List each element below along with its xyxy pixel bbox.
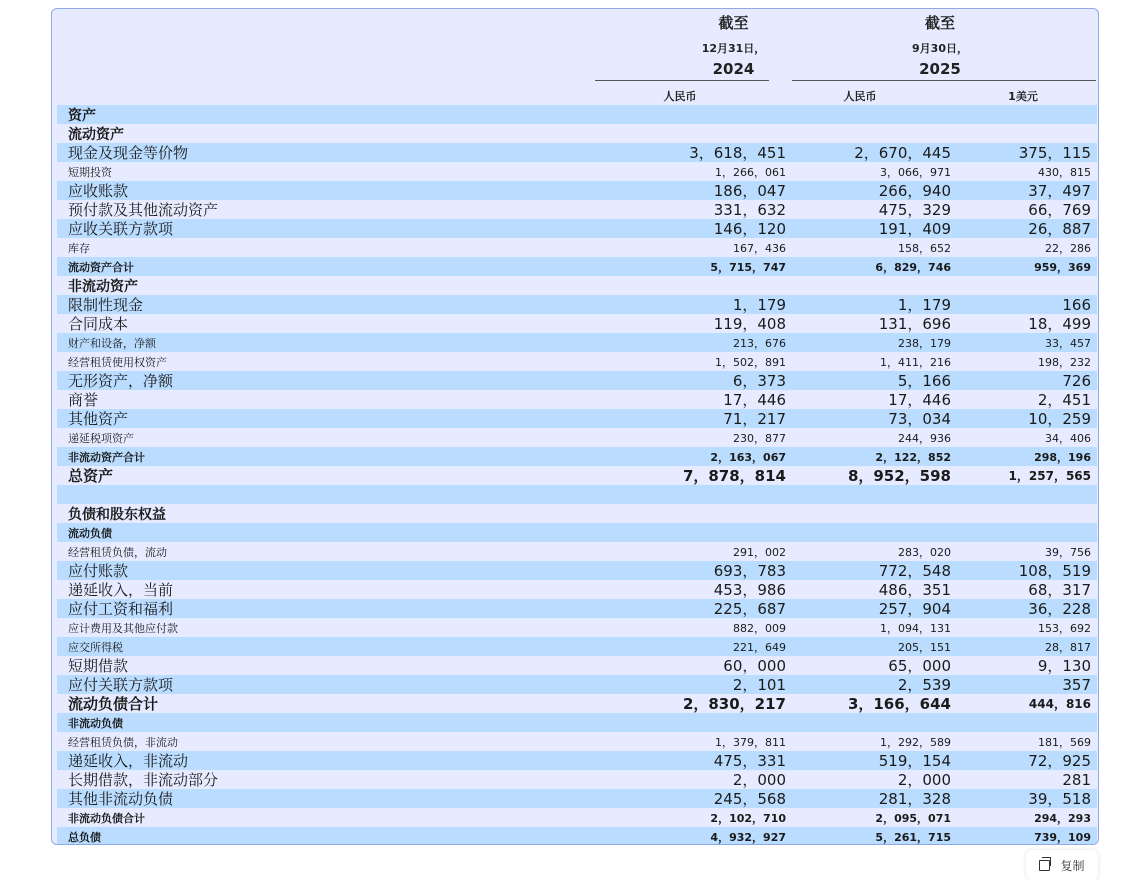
row-label: 总负债 [68,830,101,844]
row-value-col3: 72，925 [1028,752,1091,770]
row-value-col2: 2，122，852 [875,450,951,464]
row-value-col1: 1，379，811 [715,735,786,749]
row-value-col3: 39，518 [1028,790,1091,808]
row-label: 递延收入，当前 [68,581,174,599]
row-value-col2: 2，000 [897,771,951,789]
row-value-col1: 6，373 [732,372,786,390]
row-value-col1: 221，649 [733,640,786,654]
row-value-col1: 186，047 [713,182,786,200]
row-label: 商誉 [68,391,99,409]
table-row [57,599,1097,618]
table-row [57,143,1097,162]
row-label: 应交所得税 [68,640,123,654]
table-row [57,162,1097,181]
row-value-col2: 2，095，071 [875,811,951,825]
col1-header-date: 12月31日， [701,42,766,55]
row-value-col3: 1，257，565 [1008,469,1091,483]
row-value-col1: 2，102，710 [710,811,786,825]
col2-header-asof: 截至 [924,14,955,32]
row-value-col3: 444，816 [1028,697,1091,711]
row-value-col2: 65，000 [888,657,951,675]
table-row [57,257,1097,276]
row-value-col3: 22，286 [1045,241,1091,255]
row-value-col2: 5，261，715 [875,830,951,844]
table-row [57,789,1097,808]
row-label: 递延收入，非流动 [68,752,189,770]
row-value-col2: 266，940 [878,182,951,200]
row-value-col3: 28，817 [1045,640,1091,654]
row-value-col3: 198，232 [1038,355,1091,369]
row-value-col3: 18，499 [1028,315,1091,333]
row-value-col2: 1，179 [897,296,951,314]
table-row [57,238,1097,257]
table-row [57,504,1097,523]
row-value-col2: 8，952，598 [847,467,951,485]
table-row [57,390,1097,409]
row-label: 应付账款 [68,562,129,580]
row-label: 经营租赁负债，流动 [68,545,167,559]
row-value-col3: 166 [1062,295,1091,314]
table-row [57,542,1097,561]
table-row [57,637,1097,656]
table-row [57,751,1097,770]
row-value-col1: 5，715，747 [710,260,786,274]
row-value-col1: 1，266，061 [715,165,786,179]
row-label: 其他资产 [68,410,129,428]
row-value-col2: 257，904 [878,600,951,618]
row-value-col2: 2，539 [897,676,951,694]
row-value-col1: 291，002 [733,545,786,559]
row-label: 现金及现金等价物 [68,144,189,162]
table-row [57,770,1097,789]
row-value-col3: 181，569 [1038,735,1091,749]
table-row [57,428,1097,447]
row-value-col3: 66，769 [1028,201,1091,219]
row-value-col2: 772，548 [878,562,951,580]
col3-currency: 1美元 [1008,90,1038,103]
row-value-col1: 230，877 [733,431,786,445]
row-value-col1: 1，502，891 [715,355,786,369]
row-value-col2: 1，292，589 [880,735,951,749]
table-row [57,618,1097,637]
row-label: 应付工资和福利 [68,600,174,618]
row-label: 合同成本 [68,315,129,333]
copy-button[interactable] [1026,850,1098,880]
row-value-col1: 1，179 [732,296,786,314]
balance-sheet-table [51,8,1099,845]
col2-header-date: 9月30日， [912,42,968,55]
table-row [57,333,1097,352]
row-label: 递延税项资产 [68,431,134,445]
row-label: 短期借款 [68,657,129,675]
row-value-col1: 245，568 [713,790,786,808]
row-label: 无形资产，净额 [68,372,174,390]
table-row [57,314,1097,333]
row-value-col3: 26，887 [1028,220,1091,238]
row-label: 总资产 [68,467,114,485]
row-value-col1: 2，163，067 [710,450,786,464]
table-row [57,200,1097,219]
table-row [57,675,1097,694]
row-label: 预付款及其他流动资产 [68,201,219,219]
row-value-col3: 375，115 [1018,144,1091,162]
row-label: 资产 [68,107,96,124]
row-value-col1: 213，676 [733,336,786,350]
row-label: 经营租赁负债，非流动 [68,735,178,749]
table-row [57,827,1097,845]
row-value-col1: 475，331 [713,752,786,770]
row-value-col3: 294，293 [1034,811,1091,825]
row-value-col1: 2，101 [732,676,786,694]
row-label: 非流动资产 [68,278,138,295]
row-value-col3: 108，519 [1018,562,1091,580]
row-label: 限制性现金 [68,296,144,314]
row-label: 应计费用及其他应付款 [68,621,178,635]
copy-icon [1039,860,1050,871]
row-value-col3: 959，369 [1034,260,1091,274]
row-label: 流动负债 [68,526,112,540]
table-row [57,105,1097,124]
row-value-col1: 4，932，927 [710,830,786,844]
row-value-col1: 453，986 [713,581,786,599]
row-label: 非流动负债 [68,716,123,730]
row-value-col3: 37，497 [1028,182,1091,200]
row-value-col1: 2，830，217 [682,695,786,713]
row-label: 流动负债合计 [68,695,159,713]
row-value-col1: 71，217 [723,410,786,428]
col2-currency: 人民币 [843,90,877,103]
row-value-col2: 519，154 [878,752,951,770]
row-value-col3: 34，406 [1045,431,1091,445]
row-value-col1: 119，408 [713,315,786,333]
row-value-col1: 882，009 [733,621,786,635]
row-value-col2: 205，151 [898,640,951,654]
row-value-col3: 298，196 [1034,450,1091,464]
row-label: 非流动资产合计 [68,450,145,464]
table-row [57,580,1097,599]
table-row [57,124,1097,143]
table-row [57,656,1097,675]
col1-header-asof: 截至 [718,14,749,32]
table-row [57,485,1097,504]
row-value-col2: 131，696 [878,315,951,333]
row-label: 库存 [68,241,90,255]
table-row [57,523,1097,542]
row-value-col2: 158，652 [898,241,951,255]
row-value-col3: 281 [1062,770,1091,789]
row-value-col1: 3，618，451 [689,144,786,162]
row-label: 流动资产合计 [68,260,134,274]
row-value-col2: 191，409 [878,220,951,238]
row-value-col2: 6，829，746 [875,260,951,274]
table-header [52,9,1098,105]
row-label: 短期投资 [68,165,112,179]
row-label: 其他非流动负债 [68,790,174,808]
row-value-col3: 430，815 [1038,165,1091,179]
row-value-col2: 1，411，216 [880,355,951,369]
col2-header-rule [792,80,1096,81]
row-value-col2: 486，351 [878,581,951,599]
row-value-col1: 7，878，814 [682,467,786,485]
row-value-col2: 5，166 [897,372,951,390]
row-value-col1: 331，632 [713,201,786,219]
table-row [57,694,1097,713]
row-label: 应付关联方款项 [68,676,174,694]
row-label: 财产和设备，净额 [68,336,156,350]
row-value-col3: 9，130 [1037,657,1091,675]
row-value-col2: 283，020 [898,545,951,559]
table-row [57,732,1097,751]
col1-header-year: 2024 [712,60,755,78]
row-value-col2: 281，328 [878,790,951,808]
copy-label: 复制 [1060,858,1085,873]
row-value-col3: 153，692 [1038,621,1091,635]
row-value-col1: 693，783 [713,562,786,580]
row-value-col2: 238，179 [898,336,951,350]
row-value-col3: 36，228 [1028,600,1091,618]
row-value-col2: 2，670，445 [854,144,951,162]
row-value-col3: 2，451 [1037,391,1091,409]
table-row [57,295,1097,314]
row-value-col2: 244，936 [898,431,951,445]
row-value-col2: 73，034 [888,410,951,428]
row-value-col1: 60，000 [723,657,786,675]
row-value-col1: 17，446 [723,391,786,409]
row-value-col3: 10，259 [1028,410,1091,428]
col1-currency: 人民币 [663,90,697,103]
table-row [57,409,1097,428]
table-row [57,352,1097,371]
row-label: 长期借款，非流动部分 [68,771,219,789]
row-label: 应收账款 [68,182,129,200]
row-value-col2: 3，066，971 [880,165,951,179]
table-body [57,105,1097,845]
table-row [57,276,1097,295]
col1-header-rule [595,80,769,81]
row-value-col1: 146，120 [713,220,786,238]
table-row [57,808,1097,827]
col2-header-year: 2025 [919,60,961,78]
row-value-col3: 739，109 [1034,830,1091,844]
table-row [57,371,1097,390]
table-row [57,713,1097,732]
row-value-col2: 475，329 [878,201,951,219]
row-value-col1: 167，436 [733,241,786,255]
row-label: 负债和股东权益 [68,506,166,523]
table-row [57,181,1097,200]
row-value-col2: 3，166，644 [847,695,951,713]
table-row [57,447,1097,466]
row-label: 流动资产 [68,126,124,143]
row-value-col1: 2，000 [732,771,786,789]
table-row [57,561,1097,580]
row-value-col2: 1，094，131 [880,621,951,635]
row-label: 应收关联方款项 [68,220,174,238]
row-label: 非流动负债合计 [68,811,145,825]
row-value-col3: 33，457 [1045,336,1091,350]
row-value-col3: 357 [1062,675,1091,694]
table-row [57,466,1097,485]
row-value-col3: 68，317 [1028,581,1091,599]
row-value-col2: 17，446 [888,391,951,409]
row-label: 经营租赁使用权资产 [68,355,167,369]
row-value-col1: 225，687 [713,600,786,618]
row-value-col3: 726 [1062,371,1091,390]
row-value-col3: 39，756 [1045,545,1091,559]
table-row [57,219,1097,238]
